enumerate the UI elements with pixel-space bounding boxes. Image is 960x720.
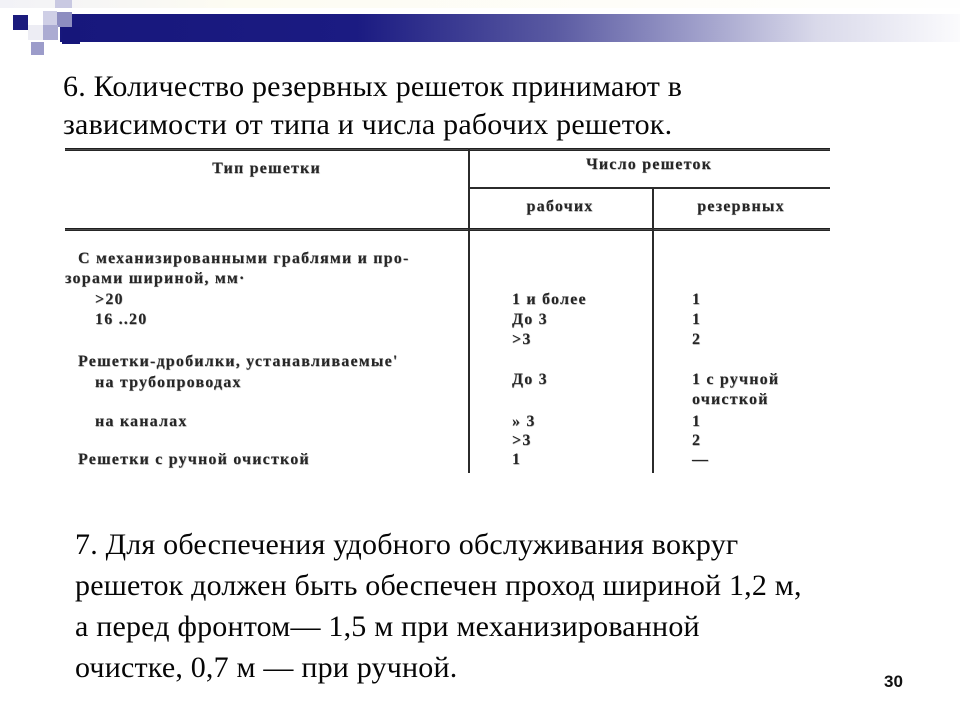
paragraph-7-line-2: решеток должен быть обеспечен проход шириной 1,2 м, [75,569,802,602]
table-row-channels-working: » 3 [512,413,536,430]
paragraph-7-line-4: очистке, 0,7 м — при ручной. [75,651,458,684]
table-row-gt3-reserve: 2 [692,331,702,348]
deco-square-pale [28,25,43,40]
paragraph-7-line-1: 7. Для обеспечения удобного обслуживания вокруг [75,528,739,561]
table-column-divider-2 [652,187,654,473]
table-subheader-reserve: резервных [697,198,785,215]
deco-square-dark [13,15,28,30]
table-row-manual-type: Решетки с ручной очисткой [78,451,310,468]
table-header-bottom-border [65,228,830,231]
table-row-manual-working: 1 [512,451,522,468]
paragraph-7 [75,524,802,688]
paragraph-6 [63,68,682,144]
table-row-pipelines-type: на трубопроводах [95,374,242,391]
deco-square-navy [62,27,80,44]
reference-table [65,140,830,480]
table-row-channels-type: на каналах [95,413,188,430]
paragraph-6-line-1: 6. Количество резервных решеток принимают в [63,70,683,103]
table-row-gt20-reserve: 1 [692,291,702,308]
top-gradient-strip [0,0,960,8]
table-row-16-20-type: 16 ..20 [95,311,148,328]
deco-square-light [43,11,57,25]
table-row-pipelines-reserve-line2: очисткой [692,391,769,408]
paragraph-6-line-2: зависимости от типа и числа рабочих решеток. [63,108,673,141]
deco-square-lavender [43,25,58,40]
table-row-pipelines-working: До 3 [512,371,548,388]
deco-square-strip [55,0,72,8]
table-row-channels-gt3-reserve: 2 [692,432,702,449]
table-row-group1-line2: зорами шириной, мм· [65,270,246,287]
table-row-channels-reserve: 1 [692,413,702,430]
deco-square-medium [57,12,72,27]
table-row-channels-gt3-working: >3 [512,432,532,449]
deco-square-hanging [31,42,44,55]
table-subheader-border [468,187,830,189]
page-number: 30 [884,672,903,691]
table-column-divider-1 [468,148,470,473]
table-header-type: Тип решетки [212,160,321,177]
table-row-group1-line1: С механизированными граблями и про- [78,250,410,267]
title-bar-gradient [60,14,960,42]
table-header-count: Число решеток [585,156,713,173]
table-row-gt3-working: >3 [512,331,532,348]
paragraph-7-line-3: а перед фронтом— 1,5 м при механизированной [75,610,700,643]
table-top-border [65,148,830,151]
table-row-group2-line1: Решетки-дробилки, устанавливаемые' [78,353,399,370]
table-row-manual-reserve: — [692,451,710,468]
table-row-gt20-type: >20 [95,291,124,308]
table-row-16-20-working: До 3 [512,311,548,328]
table-row-16-20-reserve: 1 [692,311,702,328]
table-row-gt20-working: 1 и более [512,291,587,308]
table-row-pipelines-reserve-line1: 1 с ручной [692,371,780,388]
table-subheader-working: рабочих [526,198,594,215]
